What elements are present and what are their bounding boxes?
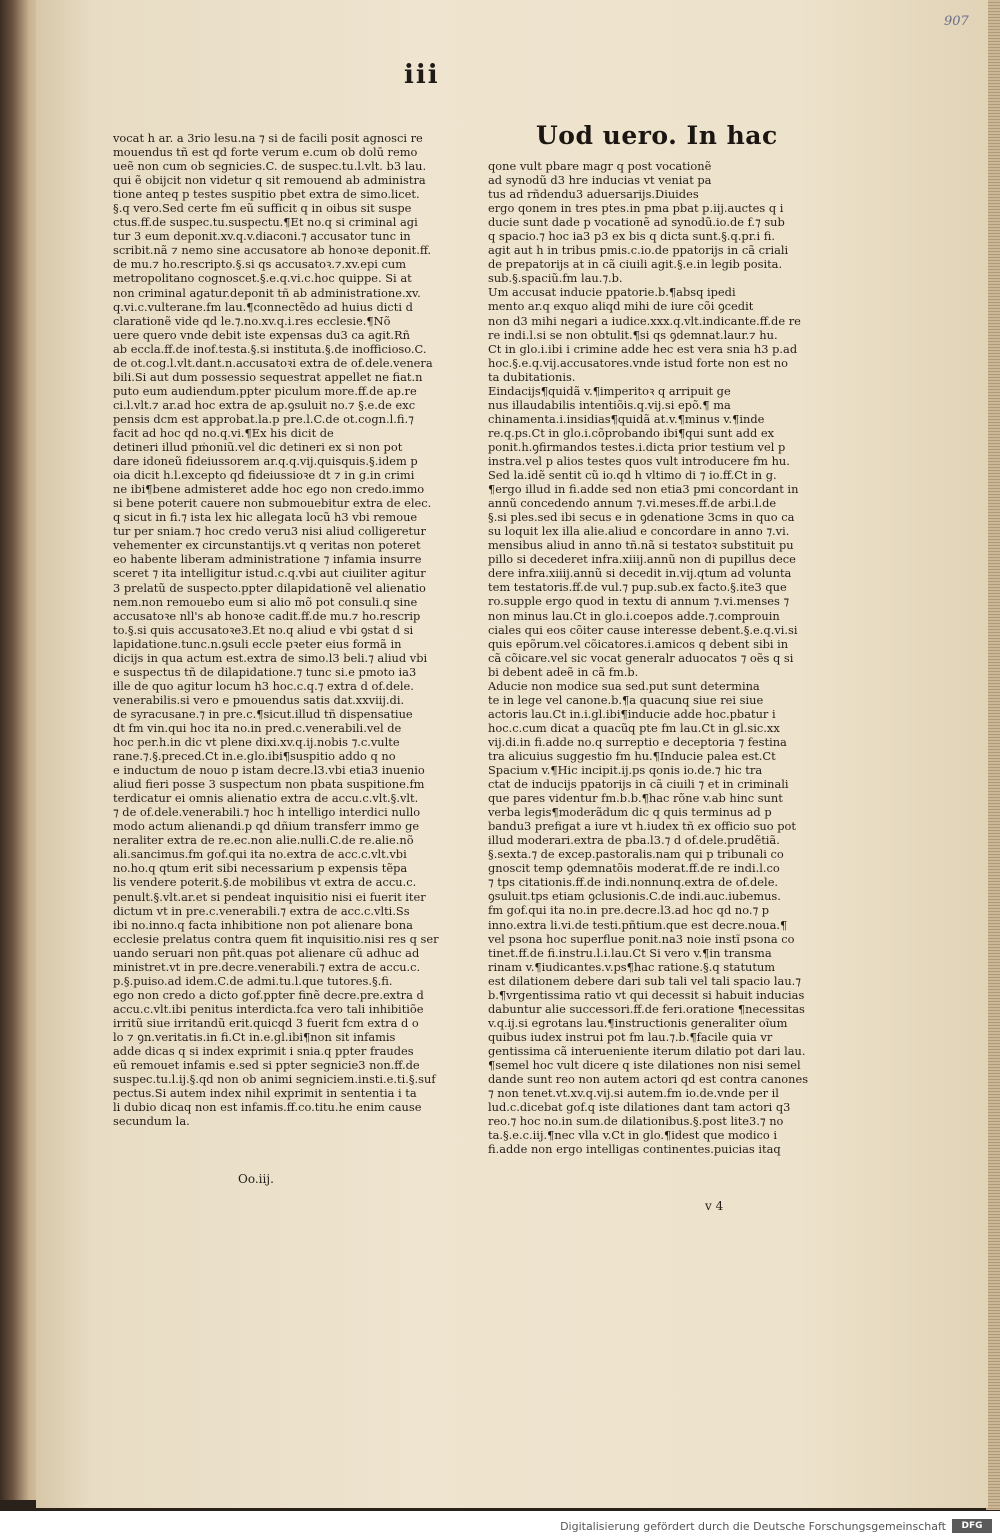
dfg-logo: DFG: [952, 1519, 992, 1533]
text-line: dande sunt reo non autem actori qd est contra canones: [488, 1072, 809, 1087]
text-line: ¶semel hoc vult dicere q iste dilationes non nisi semel: [488, 1058, 801, 1072]
text-line: de syracusane.⁊ in pre.c.¶sicut.illud tñ dispensatiue: [113, 706, 413, 721]
text-line: clarationẽ vide qd le.⁊.no.xv.q.i.res ecclesie.¶Nõ: [113, 313, 391, 328]
text-line: chinamenta.i.insidias¶quidã at.v.¶minus v.¶inde: [488, 411, 765, 426]
text-line: §.sexta.⁊ de excep.pastoralis.nam qui p tribunali co: [488, 847, 784, 862]
text-line: dabuntur alie successori.ff.de feri.oratione ¶necessitas: [488, 1001, 805, 1016]
text-line: aliud fieri posse 3 suspectum non pbata suspitione.fm: [113, 777, 425, 792]
text-line: sub.§.spaciũ.fm lau.⁊.b.: [488, 271, 623, 286]
rubric-heading: Uod uero. In hac: [536, 121, 778, 150]
text-line: ctus.ff.de suspec.tu.suspectu.¶Et no.q si criminal agi: [113, 215, 418, 230]
text-line: uere quero vnde debit iste expensas du3 ca agit.Rñ: [113, 327, 410, 342]
signature-mark-left: Oo.iij.: [238, 1172, 274, 1186]
text-line: lis vendere poterit.§.de mobilibus vt extra de accu.c.: [113, 875, 417, 890]
text-line: modo actum alienandi.p qd dñium transferr immo ge: [113, 819, 420, 834]
text-line: ponit.h.ꝯfirmandos testes.i.dicta prior testium vel p: [488, 439, 786, 454]
text-line: e suspectus tñ de dilapidatione.⁊ tunc si.e pmoto ia3: [113, 664, 417, 679]
text-line: annũ concedendo annum ⁊.vi.meses.ff.de arbi.l.de: [488, 496, 777, 511]
text-line: non criminal agatur.deponit tñ ab administratione.xv.: [113, 285, 421, 300]
text-line: lud.c.dicebat gof.q iste dilationes dant tam actori q3: [488, 1100, 791, 1115]
text-line: actoris lau.Ct in.i.gl.ibi¶inducie adde hoc.pbatur i: [488, 706, 776, 721]
text-line: ta.§.e.c.iij.¶nec vlla v.Ct in glo.¶idest que modico i: [488, 1128, 778, 1143]
text-line: bili.Si aut dum possessio sequestrat appellet ne fiat.n: [113, 369, 423, 384]
text-line: bi debent adeẽ in cã fm.b.: [488, 664, 639, 679]
text-line: qone vult pbare magr q post vocationẽ: [488, 159, 712, 173]
text-line: hoc.§.e.q.vij.accusatores.vnde istud forte non est no: [488, 355, 788, 370]
text-line: bandu3 prefigat a iure vt h.iudex tñ ex officio suo pot: [488, 819, 796, 834]
text-line: suspec.tu.l.ij.§.qd non ob animi segniciem.insti.e.ti.§.suf: [113, 1072, 436, 1087]
text-line: rinam v.¶iudicantes.v.ps¶hac ratione.§.q statutum: [488, 959, 776, 974]
text-line: rane.⁊.§.preced.Ct in.e.glo.ibi¶suspitio addo q no: [113, 749, 396, 764]
text-line: §.si ples.sed ibi secus e in ꝯdenatione 3cms in quo ca: [488, 510, 795, 525]
text-line: ¶ergo illud in fi.adde sed non etia3 pmi concordant in: [488, 482, 799, 497]
running-head: iii: [404, 60, 440, 90]
text-line: instra.vel p alios testes quos vult introducere fm hu.: [488, 453, 790, 468]
text-line: 3 prelatũ de suspecto.ppter dilapidationẽ vel alienatio: [113, 580, 426, 595]
text-line: ministret.vt in pre.decre.venerabili.⁊ extra de accu.c.: [113, 959, 421, 974]
text-line: tur per sniam.⁊ hoc credo veru3 nisi aliud colligeretur: [113, 524, 426, 539]
footer-bar: [0, 1511, 1000, 1539]
text-line: eũ remouet infamis e.sed si ppter segnicie3 non.ff.de: [113, 1058, 420, 1073]
text-line: detineri illud pṁoniũ.vel dic detineri ex si non pot: [113, 440, 403, 455]
text-line: ego non credo a dicto gof.ppter finẽ decre.pre.extra d: [113, 987, 424, 1002]
text-line: vel psona hoc superflue ponit.na3 noie instĩ psona co: [488, 931, 795, 946]
text-line: Ct in glo.i.ibi i crimine adde hec est vera snia h3 p.ad: [488, 341, 798, 356]
text-line: v.q.ij.si egrotans lau.¶instructionis generaliter oĩum: [488, 1015, 788, 1030]
text-line: vij.di.in fi.adde no.q surreptio e deceptoria ⁊ festina: [488, 734, 787, 749]
text-line: sceret ⁊ ita intelligitur istud.c.q.vbi aut ciuiliter agitur: [113, 566, 426, 581]
text-line: ꝯsuluit.tps etiam ꝯclusionis.C.de indi.auc.iubemus.: [488, 889, 781, 904]
text-line: Spacium v.¶Hic incipit.ij.ps qonis io.de.⁊ hic tra: [488, 763, 763, 778]
text-line: hoc.c.cum dicat a quacũq pte fm lau.Ct in gl.sic.xx: [488, 720, 780, 735]
text-line: ille de quo agitur locum h3 hoc.c.q.⁊ extra d of.dele.: [113, 678, 414, 693]
text-line: ⁊ de of.dele.venerabili.⁊ hoc h intelligo interdici nullo: [113, 805, 421, 820]
signature-mark-right: v 4: [705, 1199, 724, 1213]
text-line: Sed la.idẽ sentit cũ io.qd h vltimo di ⁊ io.ff.Ct in g.: [488, 468, 777, 483]
text-line: quibus iudex instrui pot fm lau.⁊.b.¶facile quia vr: [488, 1029, 773, 1044]
text-line: ne ibi¶bene admisteret adde hoc ego non credo.immo: [113, 482, 425, 497]
text-line: p.§.puiso.ad idem.C.de admi.tu.l.que tutores.§.fi.: [113, 973, 393, 988]
text-line: gentissima cã interueniente iterum dilatio pot dari lau.: [488, 1043, 806, 1058]
text-line: fm gof.qui ita no.in pre.decre.l3.ad hoc qd no.⁊ p: [488, 903, 770, 918]
text-line: ali.sancimus.fm gof.qui ita no.extra de acc.c.vlt.vbi: [113, 847, 407, 862]
text-line: puto eum audiendum.ppter piculum more.ff.de ap.re: [113, 383, 417, 398]
text-line: accusatoꝛe nll's ab honoꝛe cadit.ff.de mu.⁊ ho.rescrip: [113, 608, 421, 623]
text-line: ciales qui eos cõiter cause interesse debent.§.e.q.vi.si: [488, 622, 798, 637]
text-line: lapidatione.tunc.n.ꝯsuli eccle pꝛeter eius formã in: [113, 636, 402, 651]
text-line: q sicut in fi.⁊ ista lex hic allegata locũ h3 vbi remoue: [113, 510, 418, 525]
text-line: si bene poterit cauere non submouebitur extra de elec.: [113, 496, 432, 511]
text-line: agit aut h in tribus pmis.c.io.de ppatorijs in cã criali: [488, 243, 789, 258]
text-line: ad synodũ d3 hre inducias vt veniat pa: [488, 173, 712, 188]
text-line: secundum la.: [113, 1114, 190, 1129]
text-line: no.ho.q qtum erit sibi necessarium p expensis tẽpa: [113, 861, 408, 876]
text-line: mouendus tñ est qd forte verum e.cum ob dolū remo: [113, 145, 418, 160]
text-line: ibi no.inno.q facta inhibitione non pot alienare bona: [113, 917, 413, 932]
text-line: qui ẽ obijcit non videtur q sit remouend ab administra: [113, 173, 426, 188]
text-line: to.§.si quis accusatoꝛe3.Et no.q aliud e vbi ꝯstat d si: [113, 622, 414, 637]
text-line: mensibus aliud in anno tñ.nã si testatoꝛ substituit pu: [488, 538, 794, 553]
text-line: adde dicas q si index exprimit i snia.q ppter fraudes: [113, 1044, 414, 1059]
text-line: tione anteq p testes suspitio pbet extra de simo.licet.: [113, 187, 420, 202]
text-line: de prepatorijs at in cã ciuili agit.§.e.in legib posita.: [488, 257, 783, 272]
text-line: accu.c.vlt.ibi penitus interdicta.fca vero tali inhibitiõe: [113, 1001, 424, 1016]
text-line: non minus lau.Ct in glo.i.coepos adde.⁊.comprouin: [488, 608, 780, 623]
text-line: facit ad hoc qd no.q.vi.¶Ex his dicit de: [113, 425, 334, 440]
text-line: est dilationem debere dari sub tali vel tali spacio lau.⁊: [488, 973, 801, 988]
text-line: que pares videntur fm.b.b.¶hac rõne v.ab hinc sunt: [488, 791, 783, 806]
left-text-column: [113, 131, 439, 1191]
text-line: irritũ siue irritandũ erit.quicqd 3 fuerit fcm extra d o: [113, 1015, 419, 1030]
foliation-number: 907: [944, 14, 969, 29]
text-line: tur 3 eum deponit.xv.q.v.diaconi.⁊ accusator tunc in: [113, 229, 411, 244]
funding-credit: Digitalisierung gefördert durch die Deutsche Forschungsgemeinschaft: [560, 1520, 946, 1533]
text-line: de ot.cog.l.vlt.dant.n.accusatoꝛi extra de of.dele.venera: [113, 355, 433, 370]
text-line: e inductum de nouo p istam decre.l3.vbi etia3 inuenio: [113, 763, 425, 778]
text-line: venerabilis.si vero e pmouendus satis dat.xxviij.di.: [113, 692, 405, 707]
text-line: re.q.ps.Ct in glo.i.cõprobando ibi¶qui sunt add ex: [488, 425, 775, 440]
text-line: dare idoneũ fideiussorem ar.q.q.vij.quisquis.§.idem p: [113, 454, 418, 469]
text-line: uando seruari non pñt.quas pot alienare cũ adhuc ad: [113, 945, 420, 960]
text-line: Um accusat inducie ppatorie.b.¶absq ipedi: [488, 285, 736, 300]
text-line: Aducie non modice sua sed.put sunt determina: [488, 678, 760, 693]
text-line: vocat h ar. a 3rio lesu.na ⁊ si de facili posit agnosci re: [113, 131, 423, 145]
text-line: dicijs in qua actum est.extra de simo.l3 beli.⁊ aliud vbi: [113, 650, 428, 665]
text-line: nus illaudabilis intentiõis.q.vij.si epõ.¶ ma: [488, 397, 731, 412]
text-line: dere infra.xiiij.annũ si decedit in.vij.qtum ad volunta: [488, 566, 792, 581]
text-line: li dubio dicaq non est infamis.ff.co.titu.he enim cause: [113, 1100, 422, 1115]
text-line: q.vi.c.vulterane.fm lau.¶connectẽdo ad huius dicti d: [113, 299, 413, 314]
text-line: ⁊ non tenet.vt.xv.q.vij.si autem.fm io.de.vnde per il: [488, 1086, 779, 1101]
text-line: terdicatur ei omnis alienatio extra de accu.c.vlt.§.vlt.: [113, 791, 419, 806]
text-line: ⁊ tps citationis.ff.de indi.nonnunq.extra de of.dele.: [488, 875, 779, 890]
text-line: lo ⁊ ꝯn.veritatis.in fi.Ct in.e.gl.ibi¶non sit infamis: [113, 1030, 396, 1044]
text-line: ergo qonem in tres ptes.in pma pbat p.iij.auctes q i: [488, 201, 784, 216]
text-line: verba legis¶moderãdum dic q quis terminus ad p: [488, 805, 772, 820]
text-line: q spacio.⁊ hoc ia3 p3 ex bis q dicta sunt.§.q.pr.i fi.: [488, 229, 776, 244]
text-line: dictum vt in pre.c.venerabili.⁊ extra de acc.c.vlti.Ss: [113, 903, 410, 918]
text-line: pillo si decederet infra.xiiij.annũ non di pupillus dece: [488, 552, 796, 567]
text-line: de mu.⁊ ho.rescripto.§.si qs accusatoꝛ.⁊.xv.epi cum: [113, 257, 407, 272]
text-line: pectus.Si autem index nihil exprimit in sententia i ta: [113, 1086, 417, 1101]
text-line: cã cõicare.vel sic vocat generalr aduocatos ⁊ oẽs q si: [488, 650, 794, 665]
text-line: ro.supple ergo quod in textu di annum ⁊.vi.menses ⁊: [488, 594, 790, 609]
text-line: inno.extra li.vi.de testi.pñtium.que est decre.noua.¶: [488, 917, 788, 932]
text-line: reo.⁊ hoc no.in sum.de dilationibus.§.post lite3.⁊ no: [488, 1114, 784, 1129]
text-line: ci.l.vlt.⁊ ar.ad hoc extra de ap.ꝯsuluit no.⁊ §.e.de exc: [113, 397, 416, 412]
text-line: scribit.nã ⁊ nemo sine accusatore ab honoꝛe deponit.ff.: [113, 243, 432, 258]
text-line: eo habente liberam administratione ⁊ infamia insurre: [113, 552, 422, 567]
text-line: oia dicit h.l.excepto qd fideiussioꝛe dt ⁊ in g.in crimi: [113, 468, 415, 483]
text-line: b.¶vrgentissima ratio vt qui decessit si habuit inducias: [488, 987, 805, 1002]
text-line: te in lege vel canone.b.¶a quacunq siue rei siue: [488, 692, 764, 707]
text-line: tus ad rñdendu3 aduersarijs.Diuides: [488, 187, 699, 202]
text-line: ctat de inducijs ppatorijs in cã ciuili ⁊ et in criminali: [488, 777, 789, 792]
text-line: tem testatoris.ff.de vul.⁊ pup.sub.ex facto.§.ite3 que: [488, 580, 787, 595]
text-line: illud moderari.extra de pba.l3.⁊ d of.dele.prudẽtiã.: [488, 833, 780, 848]
text-line: ueẽ non cum ob segnicies.C. de suspec.tu.l.vlt. b3 lau.: [113, 159, 427, 174]
text-line: vehementer ex circunstantijs.vt q veritas non poteret: [113, 538, 421, 553]
text-line: ta dubitationis.: [488, 369, 576, 384]
text-line: ecclesie prelatus contra quem fit inquisitio.nisi res q ser: [113, 931, 439, 946]
text-line: su loquit lex illa alie.aliud e concordare in anno ⁊.vi.: [488, 524, 790, 539]
rubric-row: [488, 121, 778, 159]
text-line: mento ar.q exquo aliqd mihi de iure cõi ꝯcedit: [488, 299, 754, 314]
text-line: ab eccla.ff.de inof.testa.§.si instituta.§.de inofficioso.C.: [113, 341, 427, 356]
text-line: fi.adde non ergo intelligas continentes.puicias itaq: [488, 1142, 781, 1157]
text-line: metropolitano cognoscet.§.e.q.vi.c.hoc quippe. Si at: [113, 271, 412, 286]
right-text-column: [488, 121, 809, 1191]
text-line: nem.non remouebo eum si alio mõ pot consuli.q sine: [113, 594, 418, 609]
text-line: quis epõrum.vel cõicatores.i.amicos q debent sibi in: [488, 636, 789, 651]
text-line: tra alicuius suggestio fm hu.¶Inducie palea est.Ct: [488, 748, 776, 763]
text-line: ducie sunt dade p vocationẽ ad synodũ.io.de f.⁊ sub: [488, 215, 785, 230]
text-line: non d3 mihi negari a iudice.xxx.q.vlt.indicante.ff.de re: [488, 313, 801, 328]
text-line: re indi.l.si se non obtulit.¶si qs ꝯdemnat.laur.⁊ hu.: [488, 327, 778, 342]
text-line: Eindacijs¶quidã v.¶imperitoꝛ q arripuit ge: [488, 383, 731, 398]
text-line: hoc per.h.in dic vt plene dixi.xv.q.ij.nobis ⁊.c.vulte: [113, 735, 400, 750]
text-line: §.q vero.Sed certe fm eũ sufficit q in oibus sit suspe: [113, 201, 412, 216]
text-line: gnoscit temp ꝯdemnatõis moderat.ff.de re indi.l.co: [488, 861, 780, 876]
text-line: dt fm vin.qui hoc ita no.in pred.c.venerabili.vel de: [113, 720, 402, 735]
text-line: penult.§.vlt.ar.et si pendeat inquisitio nisi ei fuerit iter: [113, 889, 426, 904]
page-stack-edge: [986, 0, 1000, 1510]
text-line: tinet.ff.de fi.instru.l.i.lau.Ct Si vero v.¶in transma: [488, 945, 772, 960]
text-line: neraliter extra de re.ec.non alie.nulli.C.de re.alie.nõ: [113, 833, 414, 848]
right-column-body: [488, 159, 809, 1157]
text-line: pensis dcm est approbat.la.p pre.l.C.de ot.cogn.l.fi.⁊: [113, 411, 414, 426]
